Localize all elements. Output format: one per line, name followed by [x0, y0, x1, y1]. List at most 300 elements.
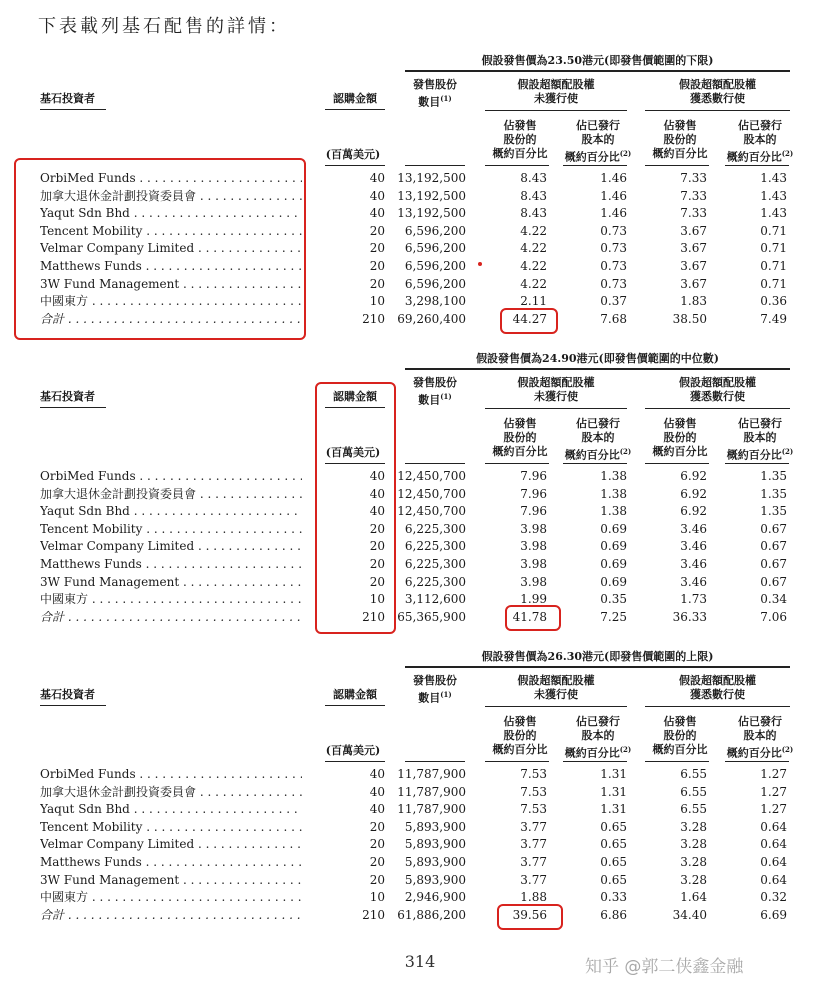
- cell-amount: 20: [369, 241, 385, 256]
- cell-pct-offer-fully-exercised: 6.92: [680, 469, 707, 483]
- header-pct-1: [485, 417, 555, 459]
- rule-investor: [40, 407, 106, 408]
- header-not-exercised: 假設超額配股權 未獲行使: [517, 376, 595, 403]
- cell-amount: 20: [369, 855, 385, 869]
- cell-amount: 210: [362, 609, 385, 624]
- header-pct-text: 佔發售 股份的 概約百分比: [652, 715, 708, 756]
- cell-pct-offer-fully-exercised: 6.92: [680, 504, 707, 519]
- cell-pct-issued-fully-exercised: 0.64: [760, 872, 787, 887]
- header-shares-note: (1): [440, 94, 452, 103]
- cell-pct-issued-not-exercised: 0.69: [600, 521, 627, 536]
- cell-pct-issued-fully-exercised: 0.64: [760, 855, 787, 869]
- cell-pct-offer-not-exercised: 3.98: [520, 557, 547, 571]
- cell-pct-issued-fully-exercised: 1.27: [760, 802, 787, 817]
- investor-name: Yaqut Sdn Bhd . . .: [40, 205, 302, 222]
- cell-pct-issued-fully-exercised: 1.43: [760, 206, 787, 221]
- cell-amount: 20: [369, 819, 385, 834]
- header-fully-exercised: 假設超額配股權 獲悉數行使: [679, 674, 756, 701]
- cell-pct-offer-fully-exercised: 6.55: [680, 802, 707, 817]
- cell-pct-offer-fully-exercised: 3.28: [680, 872, 707, 887]
- cell-pct-offer-not-exercised: 3.77: [520, 872, 547, 887]
- rule-pct-4: [725, 165, 789, 166]
- rule-group-fully-exercised: [645, 408, 790, 409]
- offer-price-section: [0, 648, 820, 938]
- header-pct-note: (2): [619, 149, 632, 158]
- rule-amount-unit: [325, 165, 385, 166]
- cell-amount: 20: [369, 837, 385, 852]
- cell-shares: 11,787,900: [397, 767, 466, 781]
- cell-pct-issued-fully-exercised: 0.67: [760, 521, 787, 536]
- cell-amount: 20: [369, 574, 385, 589]
- cell-amount: 20: [369, 872, 385, 887]
- header-pct-4: [725, 417, 795, 463]
- cell-pct-issued-fully-exercised: 7.06: [760, 609, 787, 624]
- cell-pct-issued-not-exercised: 1.31: [600, 802, 627, 817]
- cell-pct-offer-fully-exercised: 3.67: [680, 223, 707, 238]
- cell-pct-issued-fully-exercised: 1.27: [760, 767, 787, 781]
- cell-pct-offer-fully-exercised: 38.50: [672, 311, 707, 326]
- cell-shares: 12,450,700: [397, 486, 466, 501]
- header-amount: 認購金額: [333, 92, 377, 105]
- header-pct-note: (2): [781, 745, 794, 754]
- cell-pct-issued-not-exercised: 0.69: [600, 574, 627, 589]
- investor-name: Matthews Funds . . .: [40, 258, 302, 275]
- rule-group-not-exercised: [485, 110, 627, 111]
- cell-pct-issued-fully-exercised: 0.64: [760, 837, 787, 852]
- investor-name: 中國東方 . . .: [40, 889, 302, 906]
- rule-group-fully-exercised: [645, 706, 790, 707]
- table-row: [0, 836, 820, 853]
- cell-pct-issued-not-exercised: 0.73: [600, 241, 627, 256]
- header-shares-line1: 發售股份: [413, 674, 457, 687]
- table-row: [0, 521, 820, 538]
- investor-name: 合計 . . .: [40, 311, 302, 328]
- table-row: [0, 872, 820, 889]
- header-shares: [405, 376, 465, 408]
- cell-pct-offer-not-exercised: 7.53: [520, 802, 547, 817]
- cell-amount: 20: [369, 259, 385, 273]
- rule-pct-3: [645, 165, 709, 166]
- cell-pct-offer-fully-exercised: 3.46: [680, 521, 707, 536]
- cell-amount: 40: [369, 504, 385, 519]
- cell-pct-issued-not-exercised: 1.38: [600, 486, 627, 501]
- cell-amount: 40: [369, 469, 385, 483]
- header-fully-exercised: 假設超額配股權 獲悉數行使: [679, 78, 756, 105]
- offer-price-section: [0, 350, 820, 640]
- header-pct-text: 佔已發行 股本的 概約百分比: [564, 417, 620, 462]
- cell-shares: 6,596,200: [404, 259, 466, 273]
- rule-pct-2: [563, 761, 627, 762]
- cell-pct-offer-fully-exercised: 7.33: [680, 206, 707, 221]
- table-row: [0, 801, 820, 818]
- investor-name: Matthews Funds . . .: [40, 854, 302, 871]
- rule-pct-4: [725, 761, 789, 762]
- rule-pct-2: [563, 165, 627, 166]
- header-not-exercised: 假設超額配股權 未獲行使: [517, 78, 595, 105]
- header-pct-text: 佔已發行 股本的 概約百分比: [726, 119, 782, 164]
- header-investor: 基石投資者: [40, 92, 95, 105]
- cell-pct-issued-not-exercised: 0.69: [600, 539, 627, 554]
- cell-pct-offer-fully-exercised: 7.33: [680, 188, 707, 203]
- rule-pct-1: [485, 463, 549, 464]
- cell-pct-offer-fully-exercised: 3.67: [680, 259, 707, 273]
- header-not-exercised: 假設超額配股權 未獲行使: [517, 674, 595, 701]
- rule-group-not-exercised: [485, 706, 627, 707]
- cell-pct-offer-fully-exercised: 3.28: [680, 837, 707, 852]
- cell-pct-issued-not-exercised: 0.65: [600, 819, 627, 834]
- cell-shares: 11,787,900: [397, 802, 466, 817]
- rule-amount: [325, 705, 385, 706]
- cell-shares: 5,893,900: [404, 872, 466, 887]
- header-shares-line2: 數目: [418, 393, 441, 407]
- cell-amount: 10: [369, 890, 385, 905]
- cell-shares: 5,893,900: [404, 819, 466, 834]
- investor-name: Tencent Mobility . . .: [40, 521, 302, 538]
- cell-pct-issued-fully-exercised: 0.67: [760, 574, 787, 589]
- rule-pct-3: [645, 463, 709, 464]
- header-pct-4: [725, 715, 795, 761]
- cell-pct-offer-fully-exercised: 7.33: [680, 171, 707, 185]
- header-pct-1: [485, 119, 555, 161]
- cell-pct-issued-not-exercised: 1.46: [600, 171, 627, 185]
- rule-pct-2: [563, 463, 627, 464]
- cell-pct-issued-not-exercised: 0.65: [600, 837, 627, 852]
- cell-pct-offer-fully-exercised: 3.46: [680, 539, 707, 554]
- page-number: 314: [404, 952, 436, 971]
- table-row: [0, 293, 820, 310]
- cell-shares: 12,450,700: [397, 504, 466, 519]
- total-row: [0, 311, 820, 328]
- header-pct-text: 佔發售 股份的 概約百分比: [492, 417, 548, 458]
- investor-name: Yaqut Sdn Bhd . . .: [40, 503, 302, 520]
- cell-pct-issued-fully-exercised: 1.43: [760, 188, 787, 203]
- cell-pct-issued-not-exercised: 1.46: [600, 206, 627, 221]
- investor-name: 合計 . . .: [40, 907, 302, 924]
- watermark-logo: 知乎 @郭二侠鑫金融: [585, 957, 744, 977]
- table-row: [0, 205, 820, 222]
- header-pct-2: [563, 119, 633, 165]
- cell-pct-issued-not-exercised: 1.46: [600, 188, 627, 203]
- table-row: [0, 591, 820, 608]
- investor-name: Tencent Mobility . . .: [40, 223, 302, 240]
- header-pct-text: 佔已發行 股本的 概約百分比: [564, 119, 620, 164]
- header-pct-text: 佔發售 股份的 概約百分比: [492, 715, 548, 756]
- cell-pct-issued-not-exercised: 0.65: [600, 855, 627, 869]
- cell-pct-offer-fully-exercised: 6.92: [680, 486, 707, 501]
- cell-pct-issued-fully-exercised: 1.35: [760, 469, 787, 483]
- investor-name: Yaqut Sdn Bhd . . .: [40, 801, 302, 818]
- cell-pct-offer-not-exercised: 3.98: [520, 521, 547, 536]
- cell-pct-offer-not-exercised: 8.43: [520, 188, 547, 203]
- cell-pct-issued-fully-exercised: 0.36: [760, 294, 787, 309]
- cell-pct-offer-not-exercised: 7.53: [520, 784, 547, 799]
- cell-pct-issued-not-exercised: 7.25: [600, 609, 627, 624]
- header-amount-unit: (百萬美元): [325, 446, 381, 459]
- cell-shares: 6,225,300: [404, 539, 466, 554]
- rule-shares: [405, 463, 465, 464]
- cell-pct-offer-not-exercised: 4.22: [520, 276, 547, 291]
- header-pct-note: (2): [781, 447, 794, 456]
- cell-pct-offer-not-exercised: 3.77: [520, 837, 547, 852]
- cell-pct-issued-fully-exercised: 1.27: [760, 784, 787, 799]
- cell-shares: 6,225,300: [404, 574, 466, 589]
- investor-name: OrbiMed Funds . . .: [40, 468, 302, 485]
- investor-name: 合計 . . .: [40, 609, 302, 626]
- cell-pct-offer-not-exercised: 2.11: [520, 294, 547, 309]
- cell-amount: 40: [369, 486, 385, 501]
- header-amount: 認購金額: [333, 688, 377, 701]
- rule-amount: [325, 109, 385, 110]
- cell-pct-issued-not-exercised: 1.38: [600, 504, 627, 519]
- header-pct-3: [645, 119, 715, 161]
- cell-pct-issued-not-exercised: 1.31: [600, 767, 627, 781]
- section-title: 假設發售價為23.50港元(即發售價範圍的下限): [481, 54, 714, 67]
- table-row: [0, 258, 820, 275]
- cell-pct-issued-fully-exercised: 0.71: [760, 259, 787, 273]
- header-pct-1: [485, 715, 555, 757]
- header-shares-note: (1): [440, 392, 452, 401]
- cell-pct-offer-fully-exercised: 3.46: [680, 557, 707, 571]
- header-amount-unit: (百萬美元): [325, 744, 381, 757]
- table-row: [0, 240, 820, 257]
- cell-shares: 3,298,100: [404, 294, 466, 309]
- rule-investor: [40, 705, 106, 706]
- table-row: [0, 188, 820, 205]
- cell-pct-issued-fully-exercised: 0.64: [760, 819, 787, 834]
- rule-top: [405, 70, 790, 72]
- cell-pct-offer-not-exercised: 39.56: [512, 907, 547, 922]
- cell-shares: 11,787,900: [397, 784, 466, 799]
- header-shares-line2: 數目: [418, 691, 441, 705]
- header-amount: 認購金額: [333, 390, 377, 403]
- table-row: [0, 819, 820, 836]
- table-row: [0, 854, 820, 871]
- investor-name: 中國東方 . . .: [40, 293, 302, 310]
- cell-pct-issued-not-exercised: 0.69: [600, 557, 627, 571]
- table-row: [0, 556, 820, 573]
- cell-pct-offer-not-exercised: 1.88: [520, 890, 547, 905]
- table-row: [0, 766, 820, 783]
- cell-pct-offer-fully-exercised: 6.55: [680, 784, 707, 799]
- investor-name: Velmar Company Limited . . .: [40, 836, 302, 853]
- table-row: [0, 574, 820, 591]
- cell-pct-offer-not-exercised: 3.77: [520, 855, 547, 869]
- cell-shares: 6,225,300: [404, 557, 466, 571]
- cell-pct-issued-fully-exercised: 0.34: [760, 592, 787, 607]
- cell-shares: 61,886,200: [397, 907, 466, 922]
- cell-shares: 6,596,200: [404, 223, 466, 238]
- cell-shares: 5,893,900: [404, 837, 466, 852]
- header-pct-text: 佔發售 股份的 概約百分比: [652, 119, 708, 160]
- cell-pct-offer-fully-exercised: 1.83: [680, 294, 707, 309]
- table-row: [0, 503, 820, 520]
- rule-pct-1: [485, 761, 549, 762]
- investor-name: 加拿大退休金計劃投資委員會 . . .: [40, 486, 302, 503]
- cell-pct-offer-not-exercised: 7.96: [520, 469, 547, 483]
- header-shares: [405, 674, 465, 706]
- rule-pct-3: [645, 761, 709, 762]
- cell-pct-issued-fully-exercised: 0.71: [760, 276, 787, 291]
- cell-shares: 5,893,900: [404, 855, 466, 869]
- cell-pct-issued-fully-exercised: 0.67: [760, 557, 787, 571]
- cell-amount: 210: [362, 311, 385, 326]
- cell-pct-issued-fully-exercised: 7.49: [760, 311, 787, 326]
- rule-top: [405, 666, 790, 668]
- header-pct-text: 佔已發行 股本的 概約百分比: [564, 715, 620, 760]
- cell-pct-offer-fully-exercised: 36.33: [672, 609, 707, 624]
- header-pct-text: 佔已發行 股本的 概約百分比: [726, 417, 782, 462]
- header-pct-text: 佔發售 股份的 概約百分比: [652, 417, 708, 458]
- cell-shares: 6,225,300: [404, 521, 466, 536]
- investor-name: OrbiMed Funds . . .: [40, 766, 302, 783]
- cell-shares: 13,192,500: [397, 206, 466, 221]
- cell-amount: 40: [369, 206, 385, 221]
- header-pct-3: [645, 417, 715, 459]
- header-pct-2: [563, 417, 633, 463]
- cell-pct-issued-not-exercised: 7.68: [600, 311, 627, 326]
- investor-name: Matthews Funds . . .: [40, 556, 302, 573]
- table-row: [0, 538, 820, 555]
- cell-amount: 40: [369, 784, 385, 799]
- rule-pct-4: [725, 463, 789, 464]
- header-shares: [405, 78, 465, 110]
- cell-amount: 20: [369, 223, 385, 238]
- table-row: [0, 170, 820, 187]
- cell-pct-issued-not-exercised: 0.33: [600, 890, 627, 905]
- cell-pct-issued-not-exercised: 0.73: [600, 276, 627, 291]
- cell-amount: 10: [369, 592, 385, 607]
- cell-amount: 20: [369, 521, 385, 536]
- cell-shares: 65,365,900: [397, 609, 466, 624]
- table-row: [0, 784, 820, 801]
- cell-pct-offer-not-exercised: 7.53: [520, 767, 547, 781]
- cell-pct-offer-not-exercised: 3.77: [520, 819, 547, 834]
- cell-pct-offer-not-exercised: 4.22: [520, 241, 547, 256]
- cell-pct-offer-not-exercised: 3.98: [520, 574, 547, 589]
- cell-pct-offer-fully-exercised: 3.67: [680, 276, 707, 291]
- cell-pct-issued-fully-exercised: 1.35: [760, 486, 787, 501]
- cell-pct-offer-fully-exercised: 3.28: [680, 855, 707, 869]
- header-investor: 基石投資者: [40, 688, 95, 701]
- cell-pct-offer-fully-exercised: 1.73: [680, 592, 707, 607]
- cell-pct-offer-not-exercised: 4.22: [520, 259, 547, 273]
- cell-pct-issued-not-exercised: 0.73: [600, 259, 627, 273]
- cell-amount: 10: [369, 294, 385, 309]
- cell-amount: 40: [369, 171, 385, 185]
- rule-group-not-exercised: [485, 408, 627, 409]
- investor-name: 中國東方 . . .: [40, 591, 302, 608]
- header-pct-text: 佔發售 股份的 概約百分比: [492, 119, 548, 160]
- cell-pct-offer-not-exercised: 41.78: [512, 609, 547, 624]
- intro-text: 下表載列基石配售的詳情：: [38, 16, 290, 37]
- cell-pct-offer-fully-exercised: 3.46: [680, 574, 707, 589]
- cell-pct-offer-fully-exercised: 1.64: [680, 890, 707, 905]
- cell-amount: 20: [369, 557, 385, 571]
- cell-pct-issued-fully-exercised: 1.43: [760, 171, 787, 185]
- header-shares-line1: 發售股份: [413, 376, 457, 389]
- cell-amount: 40: [369, 188, 385, 203]
- header-pct-note: (2): [619, 745, 632, 754]
- investor-name: Velmar Company Limited . . .: [40, 538, 302, 555]
- rule-shares: [405, 165, 465, 166]
- cell-pct-issued-fully-exercised: 6.69: [760, 907, 787, 922]
- investor-name: 3W Fund Management . . .: [40, 872, 302, 889]
- cell-shares: 6,596,200: [404, 241, 466, 256]
- investor-name: 3W Fund Management . . .: [40, 574, 302, 591]
- rule-amount-unit: [325, 761, 385, 762]
- rule-amount: [325, 407, 385, 408]
- rule-pct-1: [485, 165, 549, 166]
- cell-shares: 6,596,200: [404, 276, 466, 291]
- rule-amount-unit: [325, 463, 385, 464]
- cell-shares: 13,192,500: [397, 171, 466, 185]
- table-row: [0, 223, 820, 240]
- cell-amount: 20: [369, 276, 385, 291]
- cell-pct-offer-fully-exercised: 34.40: [672, 907, 707, 922]
- cell-shares: 12,450,700: [397, 469, 466, 483]
- cell-pct-issued-not-exercised: 0.65: [600, 872, 627, 887]
- cell-pct-offer-not-exercised: 3.98: [520, 539, 547, 554]
- section-title: 假設發售價為26.30港元(即發售價範圍的上限): [481, 650, 714, 663]
- cell-amount: 20: [369, 539, 385, 554]
- cell-pct-issued-not-exercised: 1.31: [600, 784, 627, 799]
- header-shares-note: (1): [440, 690, 452, 699]
- cell-pct-issued-not-exercised: 0.35: [600, 592, 627, 607]
- cell-amount: 40: [369, 802, 385, 817]
- cell-pct-offer-fully-exercised: 3.28: [680, 819, 707, 834]
- header-fully-exercised: 假設超額配股權 獲悉數行使: [679, 376, 756, 403]
- rule-group-fully-exercised: [645, 110, 790, 111]
- table-row: [0, 889, 820, 906]
- cell-pct-issued-fully-exercised: 0.67: [760, 539, 787, 554]
- header-pct-3: [645, 715, 715, 757]
- rule-shares: [405, 761, 465, 762]
- header-shares-line1: 發售股份: [413, 78, 457, 91]
- investor-name: 3W Fund Management . . .: [40, 276, 302, 293]
- cell-pct-offer-not-exercised: 4.22: [520, 223, 547, 238]
- cell-shares: 2,946,900: [404, 890, 466, 905]
- cell-shares: 13,192,500: [397, 188, 466, 203]
- cell-pct-issued-fully-exercised: 0.32: [760, 890, 787, 905]
- total-row: [0, 907, 820, 924]
- investor-name: Tencent Mobility . . .: [40, 819, 302, 836]
- investor-name: Velmar Company Limited . . .: [40, 240, 302, 257]
- investor-name: 加拿大退休金計劃投資委員會 . . .: [40, 784, 302, 801]
- header-pct-note: (2): [619, 447, 632, 456]
- cell-pct-issued-fully-exercised: 1.35: [760, 504, 787, 519]
- table-row: [0, 468, 820, 485]
- annotation-dot: [478, 262, 482, 266]
- rule-top: [405, 368, 790, 370]
- header-pct-note: (2): [781, 149, 794, 158]
- cell-pct-issued-fully-exercised: 0.71: [760, 223, 787, 238]
- cell-pct-offer-not-exercised: 1.99: [520, 592, 547, 607]
- cell-shares: 69,260,400: [397, 311, 466, 326]
- cell-pct-issued-not-exercised: 1.38: [600, 469, 627, 483]
- cell-pct-offer-not-exercised: 8.43: [520, 206, 547, 221]
- cell-shares: 3,112,600: [404, 592, 466, 607]
- investor-name: 加拿大退休金計劃投資委員會 . . .: [40, 188, 302, 205]
- cell-pct-issued-not-exercised: 0.37: [600, 294, 627, 309]
- header-pct-2: [563, 715, 633, 761]
- cell-pct-offer-fully-exercised: 6.55: [680, 767, 707, 781]
- cell-amount: 210: [362, 907, 385, 922]
- header-amount-unit: (百萬美元): [325, 148, 381, 161]
- header-shares-line2: 數目: [418, 95, 441, 109]
- cell-pct-issued-not-exercised: 6.86: [600, 907, 627, 922]
- investor-name: OrbiMed Funds . . .: [40, 170, 302, 187]
- cell-pct-offer-not-exercised: 8.43: [520, 171, 547, 185]
